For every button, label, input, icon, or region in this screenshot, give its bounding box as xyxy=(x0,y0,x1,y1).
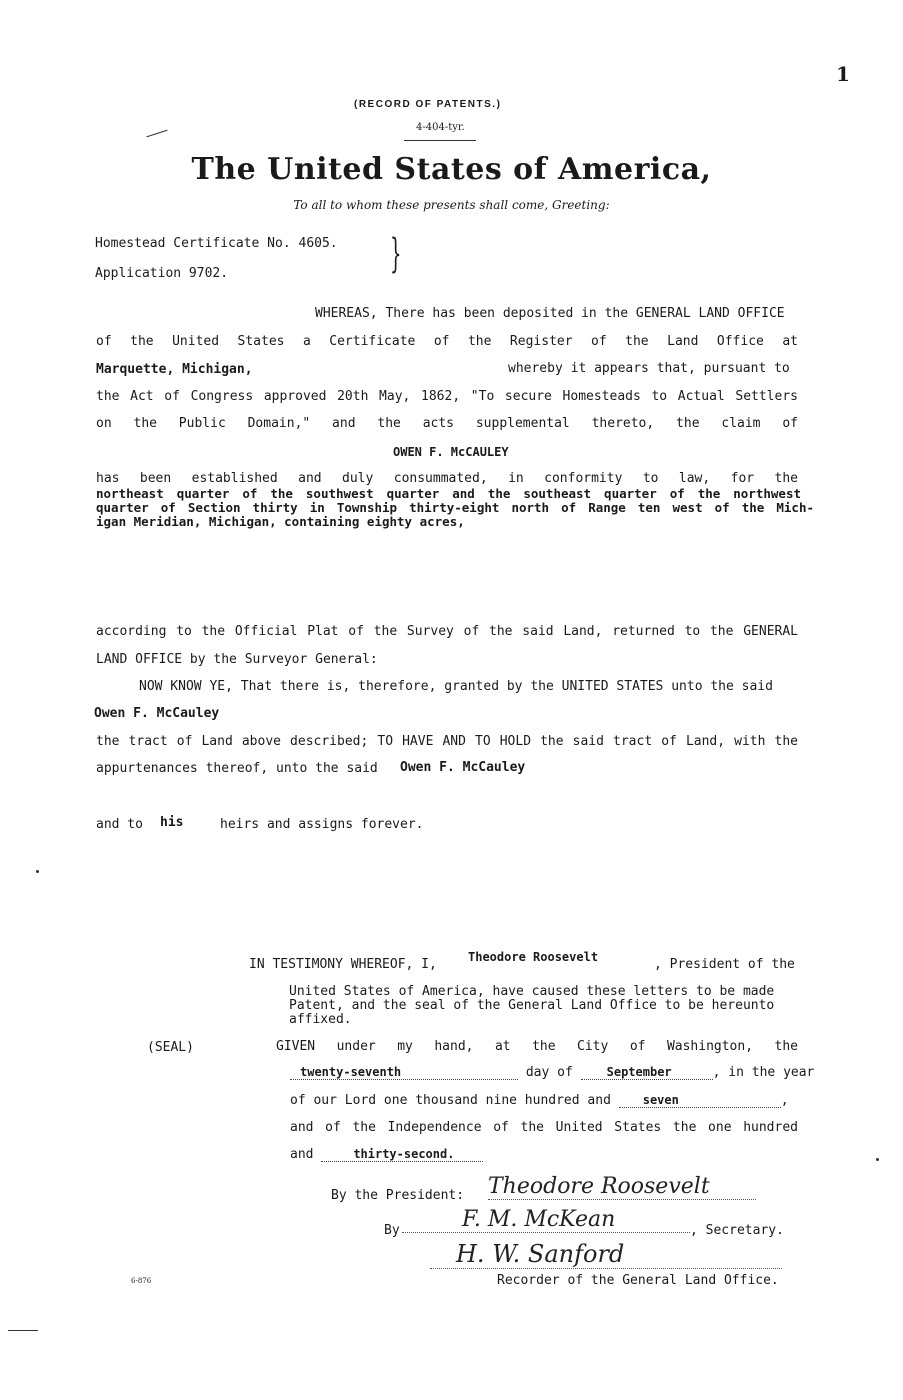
certificate-number: Homestead Certificate No. 4605. xyxy=(95,236,338,251)
independence-year-value: thirty-second. xyxy=(321,1147,483,1162)
body-line-4: the Act of Congress approved 20th May, 1862, "To secure Homesteads to Actual Settlers xyxy=(96,389,798,404)
given-line: GIVEN under my hand, at the City of Washington, the xyxy=(276,1039,798,1054)
president-signature: Theodore Roosevelt xyxy=(488,1174,756,1200)
application-number: Application 9702. xyxy=(95,266,229,281)
record-header: (RECORD OF PATENTS.) xyxy=(354,99,502,110)
page-number: 1 xyxy=(836,62,850,86)
day-value: twenty-seventh xyxy=(290,1065,518,1080)
recorder-signature: H. W. Sanford xyxy=(430,1240,782,1269)
year-line: of our Lord one thousand nine hundred and seven , xyxy=(290,1093,789,1108)
grantee-name-1: Owen F. McCauley xyxy=(94,706,220,721)
by-label: By xyxy=(384,1223,400,1238)
greeting: To all to whom these presents shall come, Greeting: xyxy=(293,198,610,212)
secretary-label: , Secretary. xyxy=(690,1223,784,1238)
year-label: of our Lord one thousand nine hundred and xyxy=(290,1093,611,1108)
testimony-line-2: Patent, and the seal of the General Land Office to be hereunto xyxy=(289,998,775,1013)
body-line-1: WHEREAS, There has been deposited in the GENERAL LAND OFFICE xyxy=(315,306,785,321)
document-title: The United States of America, xyxy=(191,152,712,187)
pen-mark xyxy=(146,130,167,138)
header-rule xyxy=(404,140,476,141)
body-line-6: has been established and duly consummated, in conformity to law, for the xyxy=(96,471,798,486)
body-line-7: according to the Official Plat of the Survey of the said Land, returned to the GENERAL xyxy=(96,624,798,639)
land-description-3: igan Meridian, Michigan, containing eighty acres, xyxy=(96,514,465,529)
testimony-intro: IN TESTIMONY WHEREOF, I, xyxy=(249,957,437,972)
testimony-line-3: affixed. xyxy=(289,1012,352,1027)
footer-code: 6-876 xyxy=(131,1277,152,1285)
location: Marquette, Michigan, xyxy=(96,362,253,377)
president-title: , President of the xyxy=(654,957,795,972)
body-line-5: on the Public Domain," and the acts supplemental thereto, the claim of xyxy=(96,416,798,431)
secretary-signature: F. M. McKean xyxy=(402,1207,690,1233)
scan-dot xyxy=(876,1158,879,1161)
body-line-10: the tract of Land above described; TO HAVE AND TO HOLD the said tract of Land, with the xyxy=(96,734,798,749)
president-name: Theodore Roosevelt xyxy=(468,950,599,964)
scan-dot xyxy=(36,870,39,873)
brace-icon: } xyxy=(389,231,402,277)
recorder-label: Recorder of the General Land Office. xyxy=(497,1273,779,1288)
form-number: 4-404-tyr. xyxy=(416,122,465,133)
in-year-label: , in the year xyxy=(712,1065,815,1080)
month-value: September xyxy=(581,1065,713,1080)
by-president-label: By the President: xyxy=(331,1188,465,1203)
independence-year-line xyxy=(290,1147,483,1162)
scan-mark xyxy=(8,1330,38,1331)
claimant-name: OWEN F. McCAULEY xyxy=(393,445,509,459)
body-line-3: whereby it appears that, pursuant to xyxy=(508,361,790,376)
body-line-11: appurtenances thereof, unto the said xyxy=(96,761,378,776)
independence-line: and of the Independence of the United States the one hundred xyxy=(290,1120,798,1135)
pronoun: his xyxy=(160,815,184,830)
year-value: seven xyxy=(619,1093,781,1108)
body-line-8: LAND OFFICE by the Surveyor General: xyxy=(96,652,378,667)
testimony-line-1: United States of America, have caused these letters to be made xyxy=(289,984,775,999)
seal-label: (SEAL) xyxy=(147,1040,194,1055)
day-of-label: day of xyxy=(525,1065,573,1080)
body-line-2: of the United States a Certificate of the Register of the Land Office at xyxy=(96,334,798,349)
body-line-9: NOW KNOW YE, That there is, therefore, granted by the UNITED STATES unto the said xyxy=(139,679,773,694)
and-label: and xyxy=(290,1147,314,1162)
land-description-1: northeast quarter of the southwest quarter and the southeast quarter of the northwest xyxy=(96,486,801,501)
date-line xyxy=(290,1065,814,1080)
land-description-2: quarter of Section thirty in Township thirty-eight north of Range ten west of the Mich- xyxy=(96,500,814,515)
grantee-name-2: Owen F. McCauley xyxy=(400,760,526,775)
body-line-12b: heirs and assigns forever. xyxy=(220,817,424,832)
body-line-12a: and to xyxy=(96,817,143,832)
